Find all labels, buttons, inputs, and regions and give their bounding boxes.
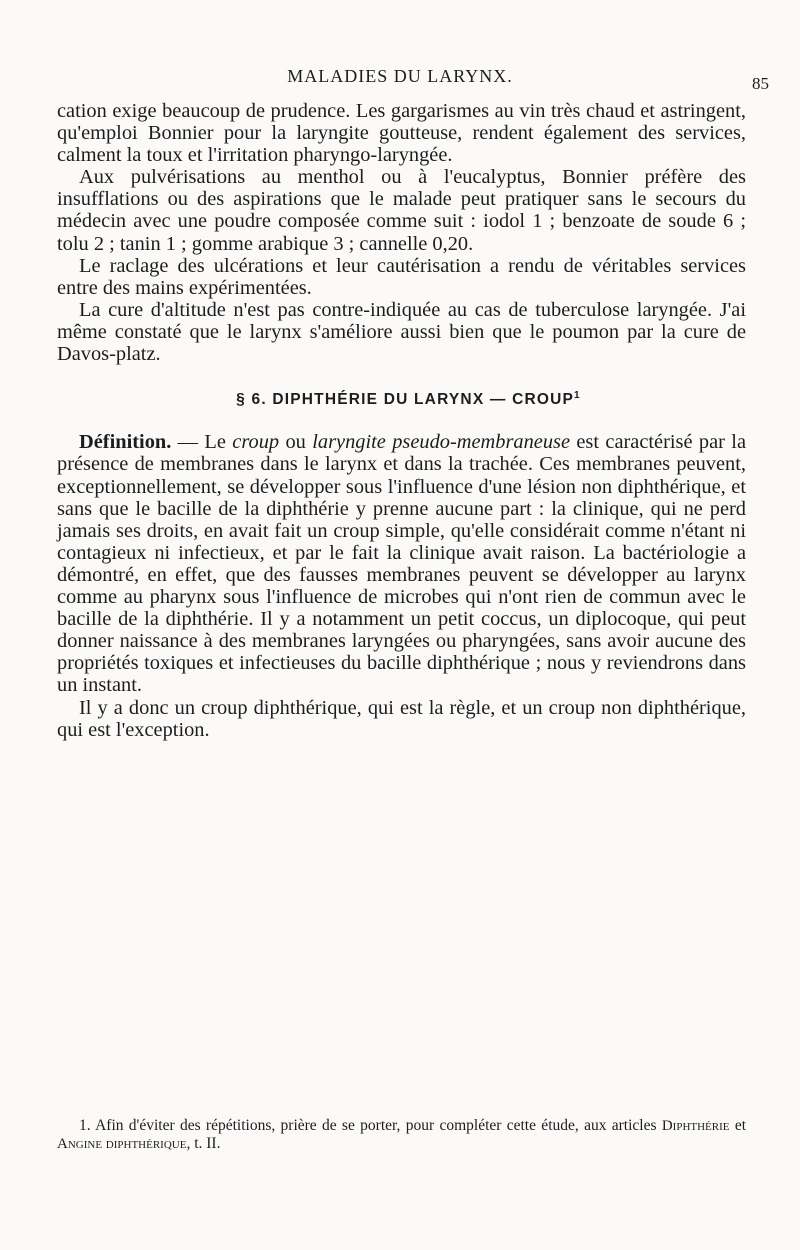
footnote: [57, 1117, 746, 1153]
section-heading: [57, 385, 746, 411]
page-number: 85: [752, 74, 769, 93]
footnote-marker: 1: [574, 390, 581, 402]
footnote-ref-diphtherie: Diphthérie: [661, 1118, 730, 1134]
section-heading-text: § 6. DIPHTHÉRIE DU LARYNX — CROUP: [236, 391, 575, 409]
footnote-and: et: [729, 1117, 746, 1134]
definition-text: est caractérisé par la présence de membranes dans le larynx et dans la trachée. Ces membranes peuvent, exceptionnellement, se développer sous l'influence d'une lésion non diphthérique, et sans que le bacille de la diphthérie y prenne aucune part : la clinique, qui ne perd jamais ses droits, en avait fait un croup simple, qu'elle considérait comme n'étant ni contagieux ni infectieux, et par le fait la clinique avait raison. La bactériologie a démontré, en effet, que des fausses membranes peuvent se développer au larynx comme au pharynx sous l'influence de microbes qui n'ont rien de commun avec le bacille de la diphthérie. Il y a notamment un petit coccus, un diplocoque, qui peut donner naissance à des membranes laryngées ou pharyngées, sans avoir aucune des propriétés toxiques et infectieuses du bacille diphthérique ; nous y reviendrons dans un instant.: [57, 431, 746, 697]
term-croup: croup: [232, 431, 280, 454]
definition-paragraph: [57, 431, 746, 696]
term-laryngite: laryngite pseudo-membraneuse: [312, 431, 571, 454]
running-title: MALADIES DU LARYNX.: [287, 66, 513, 86]
definition-connector: ou: [279, 431, 313, 454]
footnote-text: 1. Afin d'éviter des répétitions, prière de se porter, pour compléter cette étude, aux articles: [79, 1117, 662, 1134]
paragraph: cation exige beaucoup de prudence. Les gargarismes au vin très chaud et astringent, qu'emploi Bonnier pour la laryngite goutteuse, rendent également des services, calment la toux et l'irritation pharyngo-laryngée.: [57, 100, 746, 167]
paragraph: Il y a donc un croup diphthérique, qui est la règle, et un croup non diphthérique, qui est l'exception.: [57, 696, 746, 741]
main-text: [57, 100, 746, 741]
paragraph: Le raclage des ulcérations et leur cautérisation a rendu de véritables services entre des mains expérimentées.: [57, 254, 746, 299]
paragraph: Aux pulvérisations au menthol ou à l'eucalyptus, Bonnier préfère des insufflations ou des aspirations que le malade peut pratiquer sans le secours du médecin avec une poudre composée comme suit : iodol 1 ; benzoate de soude 6 ; tolu 2 ; tanin 1 ; gomme arabique 3 ; cannelle 0,20.: [57, 166, 746, 255]
definition-dash: — Le: [171, 431, 233, 454]
footnote-ref-angine: Angine diphthérique: [57, 1136, 187, 1152]
footnote-tail: , t. II.: [186, 1135, 221, 1152]
paragraph: La cure d'altitude n'est pas contre-indiquée au cas de tuberculose laryngée. J'ai même constaté que le larynx s'améliore aussi bien que le poumon par la cure de Davos-platz.: [57, 298, 746, 366]
definition-label: Définition.: [79, 431, 172, 454]
